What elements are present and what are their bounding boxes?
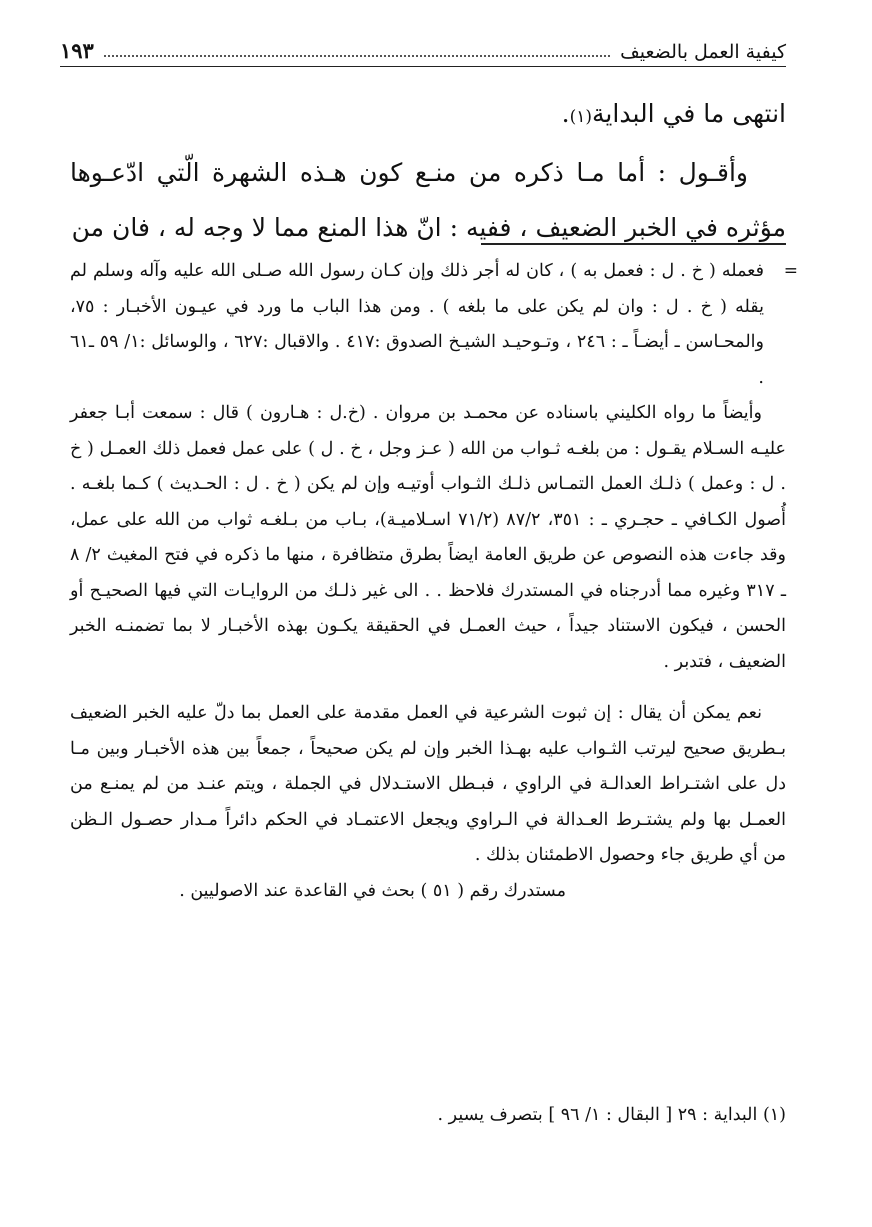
paragraph-gap	[70, 680, 786, 696]
continuation-mark: =	[783, 261, 798, 281]
main-paragraph-1	[70, 86, 786, 145]
footnote-reference-line: مستدرك رقم ( ٥١ ) بحث في القاعدة عند الاصوليين .	[179, 880, 566, 901]
footnote-continued-text: فعمله ( خ . ل : فعمل به ) ، كان له أجر ذلك وإن كـان رسول الله صـلى الله عليه وآله وسلم لم يقله ( خ . ل : وان لم يكن على ما بلغه ) . ومن هذا الباب ما ورد في عيـون الأخبـار : ٧٥، والمحـاسن ـ أيضـاً ـ : ٢٤٦ ، وتـوحيـد الشيـخ الصدوق :٤١٧ . والاقبال :٦٢٧ ، والوسائل :١/ ٥٩ ـ٦١ .	[70, 261, 764, 388]
footnote-paragraph-3: نعم يمكن أن يقال : إن ثبوت الشرعية في العمل مقدمة على العمل بما دلّ عليه الخبر الضعيف بـطريق صحيح ليرتب الثـواب عليه بهـذا الخبر وإن لم يكن صحيحاً ، جمعاً بين هذه الأخبـار وبين مـا دل على اشتـراط العدالـة في الراوي ، فبـطل الاستـدلال في الجملة ، ويتم عنـد من لم يمنـع من العمـل بها ولم يشتـرط العـدالة في الـراوي ويجعل الاعتمـاد في الحكم دائراً مـدار حصـول الـظن من أي طريق جاء وحصول الاطمئنان بذلك .	[70, 703, 786, 865]
main-paragraph-1-end: .	[561, 99, 570, 128]
main-paragraph-1-text: انتهى ما في البداية	[592, 99, 786, 128]
footnote-1: (١) البداية : ٢٩ [ البقال : ١/ ٩٦ ] بتصرف يسير .	[437, 1105, 786, 1125]
running-header	[60, 32, 786, 67]
footnote-separator	[481, 243, 786, 245]
footnotes	[70, 254, 798, 909]
running-title: كيفية العمل بالضعيف	[620, 41, 786, 63]
footnote-continued	[70, 254, 798, 396]
header-leader-dots	[104, 55, 610, 57]
main-paragraph-2: وأقـول : أما مـا ذكره من منـع كون هـذه الشهرة الّتي ادّعـوها مؤثره في الخبر الضعيف ، ففيه : انّ هذا المنع مما لا وجه له ، فان من	[70, 158, 786, 242]
main-text	[70, 86, 786, 255]
page-number: ١٩٣	[60, 38, 94, 63]
footnote-paragraph-2: وأيضاً ما رواه الكليني باسناده عن محمـد بن مروان . (خ.ل : هـارون ) قال : سمعت أبـا جعفر عليـه السـلام يقـول : من بلغـه ثـواب من الله ( عـز وجل ، خ . ل ) على عمل فعمل ذلك العمـل ( خ . ل : وعمل ) ذلـك العمل التمـاس ذلـك الثـواب أوتيـه وإن لم يكن ( خ . ل : الحـديث ) كـما بلغـه . أُصول الكـافي ـ حجـري ـ : ٣٥١، ٨٧/٢ (٧١/٢ اسـلاميـة)، بـاب من بـلغـه ثواب من الله على عمل، وقد جاءت هذه النصوص عن طريق العامة ايضاً بطرق متظافرة ، منها ما ذكره في فتح المغيث ٢/ ٨ ـ ٣١٧ وغيره مما أدرجناه في المستدرك فلاحظ . . الى غير ذلـك من الروايـات التي فيها الصحيـح أو الحسن ، فيكون الاستناد جيداً ، حيث العمـل في الحقيقة يكـون بهذه الأخبـار لا بما تضمنـه الخبر الضعيف ، فتدبر .	[70, 403, 786, 672]
footnote-reference-1: (١)	[569, 107, 593, 127]
